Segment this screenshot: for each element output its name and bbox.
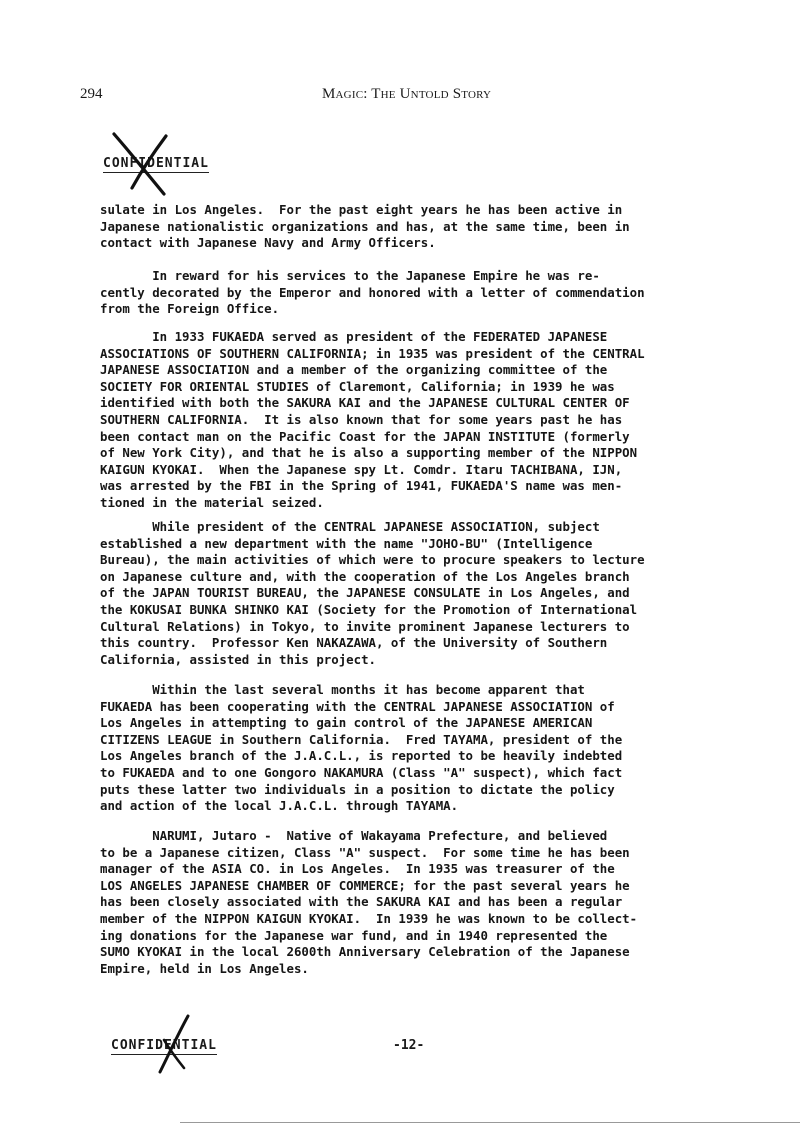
page-number: 294: [80, 86, 103, 102]
confidential-stamp-top: CONFIDENTIAL: [103, 156, 209, 171]
paragraph-6: NARUMI, Jutaro - Native of Wakayama Prefecture, and believed to be a Japanese citizen, Class "A" suspect. For some time he has been manager of the ASIA CO. in Los Angeles. In 1935 was treasurer of the LOS ANGELES JAPANESE CHAMBER OF COMMERCE; for the past several years he has been closely associated with the SAKURA KAI and has been a regular member of the NIPPON KAIGUN KYOKAI. In 1939 he was known to be collect- ing donations for the Japanese war fund, and in 1940 represented the SUMO KYOKAI in the local 2600th Anniversary Celebration of the Japanese Empire, held in Los Angeles.: [100, 828, 638, 976]
paragraph-5: Within the last several months it has become apparent that FUKAEDA has been cooperating with the CENTRAL JAPANESE ASSOCIATION of Los Angeles in attempting to gain control of the JAPANESE AMERICAN CITIZENS LEAGUE in Southern California. Fred TAYAMA, president of the Los Angeles branch of the J.A.C.L., is reported to be heavily indebted to FUKAEDA and to one Gongoro NAKAMURA (Class "A" suspect), which fact puts these latter two individuals in a position to dictate the policy and action of the local J.A.C.L. through TAYAMA.: [100, 682, 623, 814]
document-page-label: -12-: [393, 1038, 425, 1053]
paragraph-4: While president of the CENTRAL JAPANESE ASSOCIATION, subject established a new department with the name "JOHO-BU" (Intelligence Bureau), the main activities of which were to procure speakers to lecture on Japanese culture and, with the cooperation of the Los Angeles branch of the JAPAN TOURIST BUREAU, the JAPANESE CONSULATE in Los Angeles, and the KOKUSAI BUNKA SHINKO KAI (Society for the Promotion of International Cultural Relations) in Tokyo, to invite prominent Japanese lecturers to this country. Professor Ken NAKAZAWA, of the University of Southern California, assisted in this project.: [100, 519, 645, 667]
bottom-edge-rule: [180, 1122, 800, 1123]
running-head-title: Magic: The Untold Story: [322, 86, 492, 102]
paragraph-1: sulate in Los Angeles. For the past eight years he has been active in Japanese nationalistic organizations and has, at the same time, been in contact with Japanese Navy and Army Officers.: [100, 202, 630, 251]
paragraph-3: In 1933 FUKAEDA served as president of the FEDERATED JAPANESE ASSOCIATIONS OF SOUTHERN CALIFORNIA; in 1935 was president of the CENTRAL JAPANESE ASSOCIATION and a member of the organizing committee of the SOCIETY FOR ORIENTAL STUDIES of Claremont, California; in 1939 he was identified with both the SAKURA KAI and the JAPANESE CULTURAL CENTER OF SOUTHERN CALIFORNIA. It is also known that for some years past he has been contact man on the Pacific Coast for the JAPAN INSTITUTE (formerly of New York City), and that he is also a supporting member of the NIPPON KAIGUN KYOKAI. When the Japanese spy Lt. Comdr. Itaru TACHIBANA, IJN, was arrested by the FBI in the Spring of 1941, FUKAEDA'S name was men- tioned in the material seized.: [100, 329, 645, 510]
paragraph-2: In reward for his services to the Japanese Empire he was re- cently decorated by the Emperor and honored with a letter of commendation from the Foreign Office.: [100, 268, 645, 317]
confidential-stamp-bottom: CONFIDENTIAL: [111, 1038, 217, 1053]
